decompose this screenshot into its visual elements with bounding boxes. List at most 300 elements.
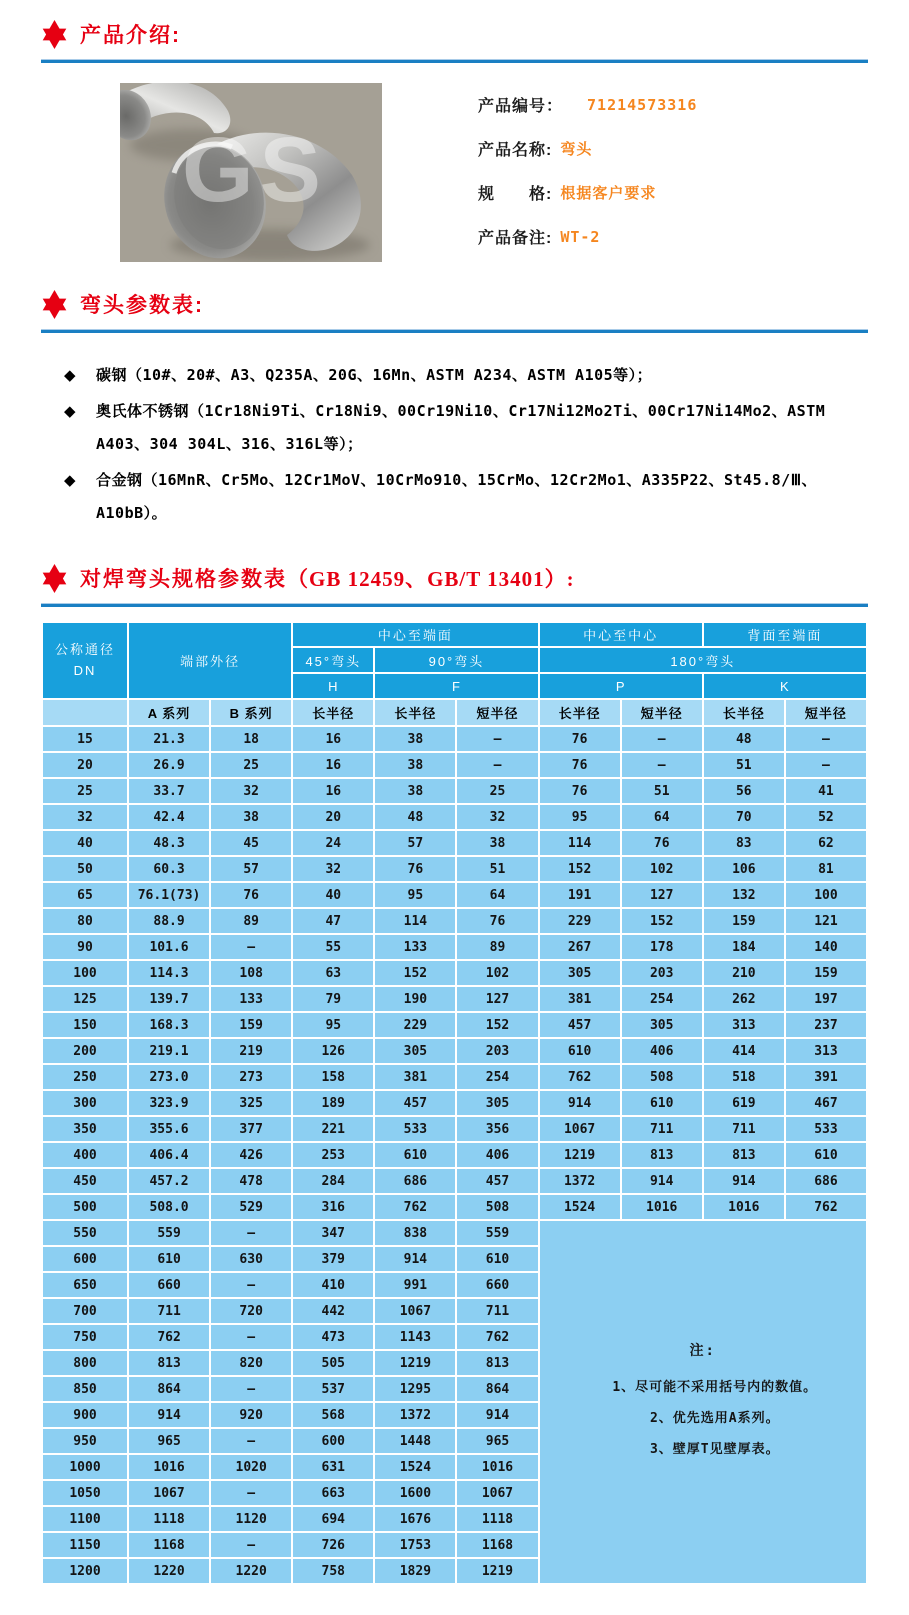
table-cell: 64 bbox=[622, 805, 702, 829]
table-cell: 51 bbox=[457, 857, 537, 881]
table-cell: 316 bbox=[293, 1195, 373, 1219]
field-label: 产品编号： bbox=[478, 98, 564, 115]
table-cell: 660 bbox=[129, 1273, 209, 1297]
table-row bbox=[43, 1195, 866, 1219]
header-elbow45: 45°弯头 bbox=[293, 648, 373, 672]
intro-title: 产品介绍: bbox=[80, 24, 181, 47]
note-item: 3、壁厚T见壁厚表。 bbox=[649, 1441, 780, 1457]
table-cell: 80 bbox=[43, 909, 127, 933]
table-cell: 76 bbox=[540, 779, 620, 803]
table-cell: 406 bbox=[622, 1039, 702, 1063]
header-center-to-center: 中心至中心 bbox=[540, 623, 702, 646]
table-cell: 381 bbox=[540, 987, 620, 1011]
table-cell: 1219 bbox=[457, 1559, 537, 1583]
table-cell: 965 bbox=[129, 1429, 209, 1453]
table-cell: 284 bbox=[293, 1169, 373, 1193]
table-note bbox=[540, 1221, 866, 1583]
table-cell: 114.3 bbox=[129, 961, 209, 985]
table-cell: 140 bbox=[786, 935, 866, 959]
table-cell: 95 bbox=[375, 883, 455, 907]
table-cell: 838 bbox=[375, 1221, 455, 1245]
table-cell: 95 bbox=[540, 805, 620, 829]
table-cell: 273 bbox=[211, 1065, 291, 1089]
table-cell: 83 bbox=[704, 831, 784, 855]
table-cell: 813 bbox=[129, 1351, 209, 1375]
table-cell: 16 bbox=[293, 727, 373, 751]
table-cell: 32 bbox=[457, 805, 537, 829]
table-cell: 450 bbox=[43, 1169, 127, 1193]
table-cell: 600 bbox=[43, 1247, 127, 1271]
table-cell: 273.0 bbox=[129, 1065, 209, 1089]
table-cell: 1168 bbox=[457, 1533, 537, 1557]
table-cell: 76 bbox=[457, 909, 537, 933]
table-cell: 184 bbox=[704, 935, 784, 959]
table-cell: 457 bbox=[457, 1169, 537, 1193]
table-row bbox=[43, 753, 866, 777]
table-cell: 89 bbox=[211, 909, 291, 933]
table-row bbox=[43, 1221, 866, 1245]
table-row bbox=[43, 1169, 866, 1193]
table-cell: 550 bbox=[43, 1221, 127, 1245]
table-cell: 305 bbox=[540, 961, 620, 985]
table-cell: 132 bbox=[704, 883, 784, 907]
table-cell: 500 bbox=[43, 1195, 127, 1219]
table-cell: 965 bbox=[457, 1429, 537, 1453]
product-field bbox=[478, 135, 697, 162]
table-cell: 102 bbox=[457, 961, 537, 985]
subheader-long-radius: 长半径 bbox=[375, 700, 455, 725]
table-row bbox=[43, 1143, 866, 1167]
table-cell: 42.4 bbox=[129, 805, 209, 829]
table-cell: 508.0 bbox=[129, 1195, 209, 1219]
table-cell: 1200 bbox=[43, 1559, 127, 1583]
table-cell: 229 bbox=[375, 1013, 455, 1037]
table-cell: 350 bbox=[43, 1117, 127, 1141]
note-item: 1、尽可能不采用括号内的数值。 bbox=[612, 1379, 818, 1395]
table-cell: 60.3 bbox=[129, 857, 209, 881]
table-cell: 100 bbox=[786, 883, 866, 907]
table-cell: 762 bbox=[375, 1195, 455, 1219]
table-cell: 400 bbox=[43, 1143, 127, 1167]
table-cell: 426 bbox=[211, 1143, 291, 1167]
table-cell: — bbox=[622, 753, 702, 777]
table-cell: — bbox=[622, 727, 702, 751]
table-cell: 45 bbox=[211, 831, 291, 855]
table-cell: 38 bbox=[375, 753, 455, 777]
table-cell: 619 bbox=[704, 1091, 784, 1115]
table-cell: 355.6 bbox=[129, 1117, 209, 1141]
table-cell: — bbox=[211, 935, 291, 959]
table-cell: 89 bbox=[457, 935, 537, 959]
table-cell: 25 bbox=[43, 779, 127, 803]
divider-line bbox=[41, 603, 868, 607]
table-cell: 33.7 bbox=[129, 779, 209, 803]
table-cell: 253 bbox=[293, 1143, 373, 1167]
table-cell: 127 bbox=[457, 987, 537, 1011]
table-row bbox=[43, 883, 866, 907]
table-cell: 442 bbox=[293, 1299, 373, 1323]
table-cell: 914 bbox=[375, 1247, 455, 1271]
table-cell: 1524 bbox=[375, 1455, 455, 1479]
table-cell: 121 bbox=[786, 909, 866, 933]
product-field bbox=[478, 223, 697, 250]
table-cell: 32 bbox=[211, 779, 291, 803]
table-cell: 914 bbox=[622, 1169, 702, 1193]
table-cell: 1600 bbox=[375, 1481, 455, 1505]
table-row bbox=[43, 727, 866, 751]
table-cell: 20 bbox=[43, 753, 127, 777]
table-cell: 762 bbox=[129, 1325, 209, 1349]
table-cell: 406 bbox=[457, 1143, 537, 1167]
table-cell: 127 bbox=[622, 883, 702, 907]
table-cell: 51 bbox=[704, 753, 784, 777]
subheader-short-radius: 短半径 bbox=[622, 700, 702, 725]
table-cell: 1448 bbox=[375, 1429, 455, 1453]
table-cell: 38 bbox=[375, 727, 455, 751]
table-cell: 381 bbox=[375, 1065, 455, 1089]
table-cell: 1067 bbox=[375, 1299, 455, 1323]
subheader-long-radius: 长半径 bbox=[704, 700, 784, 725]
spec-title-standards: （GB 12459、GB/T 13401）: bbox=[287, 567, 575, 591]
product-row bbox=[41, 83, 868, 262]
table-cell: 168.3 bbox=[129, 1013, 209, 1037]
table-row bbox=[43, 857, 866, 881]
table-cell: 410 bbox=[293, 1273, 373, 1297]
table-cell: 610 bbox=[622, 1091, 702, 1115]
table-cell: 254 bbox=[457, 1065, 537, 1089]
table-cell: 16 bbox=[293, 753, 373, 777]
table-cell: 508 bbox=[457, 1195, 537, 1219]
table-cell: 600 bbox=[293, 1429, 373, 1453]
table-cell: 991 bbox=[375, 1273, 455, 1297]
table-cell: 1016 bbox=[704, 1195, 784, 1219]
subheader-long-radius: 长半径 bbox=[293, 700, 373, 725]
table-cell: 914 bbox=[704, 1169, 784, 1193]
table-cell: 305 bbox=[622, 1013, 702, 1037]
field-value: 根据客户要求 bbox=[560, 184, 657, 202]
table-cell: 1150 bbox=[43, 1533, 127, 1557]
table-cell: 1100 bbox=[43, 1507, 127, 1531]
table-cell: 300 bbox=[43, 1091, 127, 1115]
table-cell: 457 bbox=[540, 1013, 620, 1037]
table-cell: 20 bbox=[293, 805, 373, 829]
table-cell: 700 bbox=[43, 1299, 127, 1323]
table-cell: 1372 bbox=[375, 1403, 455, 1427]
table-cell: 850 bbox=[43, 1377, 127, 1401]
table-cell: 356 bbox=[457, 1117, 537, 1141]
table-cell: 762 bbox=[457, 1325, 537, 1349]
table-cell: 95 bbox=[293, 1013, 373, 1037]
table-cell: 711 bbox=[457, 1299, 537, 1323]
table-cell: 102 bbox=[622, 857, 702, 881]
table-cell: — bbox=[457, 727, 537, 751]
diamond-bullet-icon: ◆ bbox=[64, 367, 76, 384]
table-cell: 200 bbox=[43, 1039, 127, 1063]
table-cell: 762 bbox=[786, 1195, 866, 1219]
table-cell: 21.3 bbox=[129, 727, 209, 751]
table-cell: 533 bbox=[786, 1117, 866, 1141]
table-cell: 1753 bbox=[375, 1533, 455, 1557]
table-cell: 108 bbox=[211, 961, 291, 985]
table-cell: 25 bbox=[457, 779, 537, 803]
table-cell: 610 bbox=[375, 1143, 455, 1167]
table-cell: 1295 bbox=[375, 1377, 455, 1401]
field-label: 产品备注: bbox=[478, 230, 553, 247]
table-cell: 1050 bbox=[43, 1481, 127, 1505]
table-cell: 762 bbox=[540, 1065, 620, 1089]
product-field bbox=[478, 179, 697, 206]
table-cell: 70 bbox=[704, 805, 784, 829]
table-cell: 32 bbox=[293, 857, 373, 881]
subheader-short-radius: 短半径 bbox=[786, 700, 866, 725]
table-cell: 114 bbox=[375, 909, 455, 933]
table-cell: 65 bbox=[43, 883, 127, 907]
table-cell: 864 bbox=[457, 1377, 537, 1401]
subheader-long-radius: 长半径 bbox=[540, 700, 620, 725]
table-row bbox=[43, 1091, 866, 1115]
table-cell: 347 bbox=[293, 1221, 373, 1245]
spec-table bbox=[41, 621, 868, 1585]
table-cell: 76 bbox=[540, 753, 620, 777]
table-cell: 650 bbox=[43, 1273, 127, 1297]
header-dn: 公称通径 DN bbox=[43, 623, 127, 698]
table-cell: — bbox=[211, 1325, 291, 1349]
table-cell: 537 bbox=[293, 1377, 373, 1401]
table-cell: 610 bbox=[129, 1247, 209, 1271]
table-cell: 133 bbox=[375, 935, 455, 959]
table-cell: 57 bbox=[375, 831, 455, 855]
table-cell: 508 bbox=[622, 1065, 702, 1089]
list-item bbox=[64, 464, 864, 530]
params-title: 弯头参数表: bbox=[80, 294, 204, 317]
table-cell: 52 bbox=[786, 805, 866, 829]
table-cell: 720 bbox=[211, 1299, 291, 1323]
table-cell: 473 bbox=[293, 1325, 373, 1349]
table-cell: 1524 bbox=[540, 1195, 620, 1219]
star-icon bbox=[41, 290, 68, 319]
table-cell: 457 bbox=[375, 1091, 455, 1115]
table-cell: 800 bbox=[43, 1351, 127, 1375]
divider-line bbox=[41, 329, 868, 333]
table-row bbox=[43, 1117, 866, 1141]
table-cell: 76 bbox=[622, 831, 702, 855]
star-icon bbox=[41, 20, 68, 49]
table-cell: 76 bbox=[540, 727, 620, 751]
table-cell: 56 bbox=[704, 779, 784, 803]
table-cell: 457.2 bbox=[129, 1169, 209, 1193]
table-cell: 1220 bbox=[129, 1559, 209, 1583]
table-cell: 686 bbox=[375, 1169, 455, 1193]
table-cell: 48 bbox=[704, 727, 784, 751]
material-text: 合金钢（16MnR、Cr5Mo、12Cr1MoV、10CrMo910、15CrMo、12Cr2Mo1、A335P22、St45.8/Ⅲ、A10bB）。 bbox=[96, 471, 818, 522]
table-cell: — bbox=[211, 1273, 291, 1297]
table-row bbox=[43, 935, 866, 959]
table-cell: 126 bbox=[293, 1039, 373, 1063]
header-center-to-end: 中心至端面 bbox=[293, 623, 537, 646]
table-cell: 505 bbox=[293, 1351, 373, 1375]
table-cell: 1118 bbox=[129, 1507, 209, 1531]
table-cell: 660 bbox=[457, 1273, 537, 1297]
table-cell: 813 bbox=[622, 1143, 702, 1167]
table-cell: 1016 bbox=[622, 1195, 702, 1219]
table-cell: 38 bbox=[211, 805, 291, 829]
star-icon bbox=[41, 564, 68, 593]
table-cell: 914 bbox=[129, 1403, 209, 1427]
table-cell: 478 bbox=[211, 1169, 291, 1193]
table-cell: 630 bbox=[211, 1247, 291, 1271]
table-cell: 139.7 bbox=[129, 987, 209, 1011]
table-cell: 81 bbox=[786, 857, 866, 881]
table-cell: 101.6 bbox=[129, 935, 209, 959]
table-cell: 219.1 bbox=[129, 1039, 209, 1063]
material-text: 奥氏体不锈钢（1Cr18Ni9Ti、Cr18Ni9、00Cr19Ni10、Cr17Ni12Mo2Ti、00Cr17Ni14Mo2、ASTM A403、304 304L、316、316L等）； bbox=[96, 402, 826, 453]
header-back-to-end: 背面至端面 bbox=[704, 623, 866, 646]
table-cell: — bbox=[211, 1481, 291, 1505]
table-cell: 64 bbox=[457, 883, 537, 907]
header-p: P bbox=[540, 674, 702, 698]
table-cell: 152 bbox=[540, 857, 620, 881]
table-cell: 820 bbox=[211, 1351, 291, 1375]
table-cell: 864 bbox=[129, 1377, 209, 1401]
table-cell: 210 bbox=[704, 961, 784, 985]
table-cell: 189 bbox=[293, 1091, 373, 1115]
table-cell: — bbox=[211, 1533, 291, 1557]
table-cell: 914 bbox=[540, 1091, 620, 1115]
table-row bbox=[43, 1065, 866, 1089]
table-cell: — bbox=[786, 753, 866, 777]
spec-section bbox=[41, 560, 868, 1585]
table-cell: 125 bbox=[43, 987, 127, 1011]
table-cell: 250 bbox=[43, 1065, 127, 1089]
table-row bbox=[43, 779, 866, 803]
table-cell: 325 bbox=[211, 1091, 291, 1115]
table-cell: 726 bbox=[293, 1533, 373, 1557]
spec-title: 对焊弯头规格参数表（GB 12459、GB/T 13401）: bbox=[80, 567, 575, 591]
table-cell: — bbox=[786, 727, 866, 751]
table-cell: 686 bbox=[786, 1169, 866, 1193]
table-cell: 76 bbox=[211, 883, 291, 907]
table-cell: 663 bbox=[293, 1481, 373, 1505]
table-cell: 1219 bbox=[540, 1143, 620, 1167]
table-cell: 1220 bbox=[211, 1559, 291, 1583]
table-row bbox=[43, 1039, 866, 1063]
table-cell: 1016 bbox=[457, 1455, 537, 1479]
table-cell: — bbox=[211, 1429, 291, 1453]
list-item bbox=[64, 359, 864, 392]
table-cell: 305 bbox=[457, 1091, 537, 1115]
table-cell: 813 bbox=[704, 1143, 784, 1167]
table-cell: 610 bbox=[786, 1143, 866, 1167]
table-cell: 32 bbox=[43, 805, 127, 829]
table-cell: 379 bbox=[293, 1247, 373, 1271]
table-row bbox=[43, 831, 866, 855]
table-cell: 1020 bbox=[211, 1455, 291, 1479]
subheader-series-a: A 系列 bbox=[129, 700, 209, 725]
material-list bbox=[41, 359, 868, 530]
table-cell: 1219 bbox=[375, 1351, 455, 1375]
table-cell: 88.9 bbox=[129, 909, 209, 933]
table-cell: 920 bbox=[211, 1403, 291, 1427]
table-cell: 50 bbox=[43, 857, 127, 881]
table-cell: 1000 bbox=[43, 1455, 127, 1479]
table-cell: 51 bbox=[622, 779, 702, 803]
table-cell: 159 bbox=[786, 961, 866, 985]
diamond-bullet-icon: ◆ bbox=[64, 403, 76, 420]
table-cell: 533 bbox=[375, 1117, 455, 1141]
table-cell: 1016 bbox=[129, 1455, 209, 1479]
header-elbow180: 180°弯头 bbox=[540, 648, 866, 672]
table-cell: 1372 bbox=[540, 1169, 620, 1193]
table-cell: 262 bbox=[704, 987, 784, 1011]
product-image bbox=[120, 83, 382, 262]
table-cell: 55 bbox=[293, 935, 373, 959]
table-cell: — bbox=[457, 753, 537, 777]
table-row bbox=[43, 987, 866, 1011]
table-cell: 391 bbox=[786, 1065, 866, 1089]
table-cell: 1118 bbox=[457, 1507, 537, 1531]
table-cell: 152 bbox=[457, 1013, 537, 1037]
table-cell: 190 bbox=[375, 987, 455, 1011]
table-cell: 467 bbox=[786, 1091, 866, 1115]
table-cell: 63 bbox=[293, 961, 373, 985]
header-elbow90: 90°弯头 bbox=[375, 648, 537, 672]
table-cell: 610 bbox=[457, 1247, 537, 1271]
table-cell: 62 bbox=[786, 831, 866, 855]
table-cell: 15 bbox=[43, 727, 127, 751]
table-cell: 106 bbox=[704, 857, 784, 881]
table-cell: 758 bbox=[293, 1559, 373, 1583]
field-value: 弯头 bbox=[560, 140, 593, 158]
table-cell: 40 bbox=[43, 831, 127, 855]
header-end-od: 端部外径 bbox=[129, 623, 291, 698]
table-cell: 76.1(73) bbox=[129, 883, 209, 907]
table-cell: 406.4 bbox=[129, 1143, 209, 1167]
intro-heading bbox=[41, 16, 868, 52]
header-k: K bbox=[704, 674, 866, 698]
table-cell: 18 bbox=[211, 727, 291, 751]
table-cell: 1067 bbox=[457, 1481, 537, 1505]
watermark-text: GS bbox=[182, 119, 327, 221]
divider-line bbox=[41, 59, 868, 63]
table-cell: 1120 bbox=[211, 1507, 291, 1531]
table-cell: 1829 bbox=[375, 1559, 455, 1583]
table-cell: 568 bbox=[293, 1403, 373, 1427]
table-cell: 41 bbox=[786, 779, 866, 803]
table-cell: 26.9 bbox=[129, 753, 209, 777]
table-cell: 750 bbox=[43, 1325, 127, 1349]
table-cell: 1143 bbox=[375, 1325, 455, 1349]
table-cell: 48 bbox=[375, 805, 455, 829]
table-cell: 24 bbox=[293, 831, 373, 855]
subheader-short-radius: 短半径 bbox=[457, 700, 537, 725]
table-cell: 159 bbox=[211, 1013, 291, 1037]
table-cell: 79 bbox=[293, 987, 373, 1011]
table-cell: 57 bbox=[211, 857, 291, 881]
table-cell: 900 bbox=[43, 1403, 127, 1427]
table-cell: 914 bbox=[457, 1403, 537, 1427]
product-info bbox=[478, 83, 697, 262]
table-cell: 16 bbox=[293, 779, 373, 803]
table-cell: 219 bbox=[211, 1039, 291, 1063]
list-item bbox=[64, 395, 864, 461]
table-cell: 90 bbox=[43, 935, 127, 959]
table-cell: 694 bbox=[293, 1507, 373, 1531]
table-cell: 229 bbox=[540, 909, 620, 933]
table-cell: 950 bbox=[43, 1429, 127, 1453]
table-cell: 203 bbox=[622, 961, 702, 985]
table-cell: 610 bbox=[540, 1039, 620, 1063]
spec-heading bbox=[41, 560, 868, 596]
